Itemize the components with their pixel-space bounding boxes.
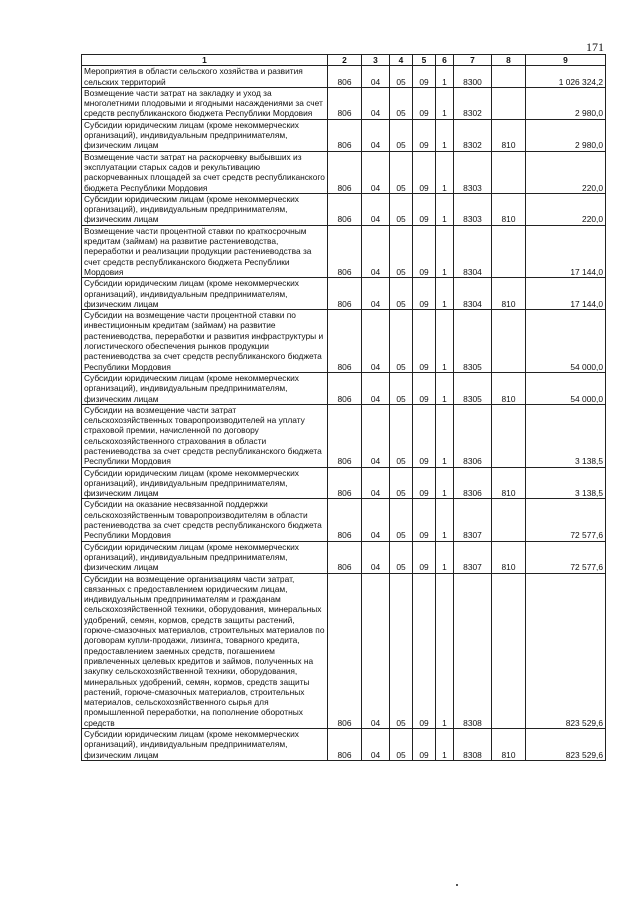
row-code-2: 806: [328, 310, 362, 373]
row-code-3: 04: [362, 151, 390, 193]
table-row: [82, 404, 606, 467]
row-code-6: 1: [436, 729, 454, 761]
row-amount: 823 529,6: [526, 729, 606, 761]
row-code-5: 09: [413, 729, 436, 761]
table-header: [82, 55, 606, 66]
table-row: [82, 729, 606, 761]
row-code-2: 806: [328, 87, 362, 119]
row-code-2: 806: [328, 225, 362, 277]
row-code-4: 05: [390, 404, 413, 467]
row-code-3: 04: [362, 729, 390, 761]
row-amount: 54 000,0: [526, 310, 606, 373]
row-code-7: 8306: [454, 404, 492, 467]
row-code-4: 05: [390, 729, 413, 761]
row-code-4: 05: [390, 151, 413, 193]
row-code-5: 09: [413, 193, 436, 225]
row-amount: 220,0: [526, 193, 606, 225]
table-row: [82, 573, 606, 728]
row-code-2: 806: [328, 499, 362, 541]
row-description: Возмещение части затрат на закладку и уход за многолетними плодовыми и ягодными насаждениями за счет средств республиканского бюджета Республики Мордовия: [82, 87, 328, 119]
row-code-8: 810: [492, 372, 526, 404]
row-code-3: 04: [362, 467, 390, 499]
page-number: 171: [586, 40, 604, 54]
row-description: Субсидии юридическим лицам (кроме некоммерческих организаций), индивидуальным предпринимателям, физическим лицам: [82, 729, 328, 761]
row-code-8: 810: [492, 729, 526, 761]
row-code-6: 1: [436, 573, 454, 728]
row-code-3: 04: [362, 278, 390, 310]
row-code-7: 8307: [454, 541, 492, 573]
row-description: Субсидии на возмещение части процентной ставки по инвестиционным кредитам (займам) на развитие растениеводства, переработки и развития инфраструктуры и логистического обеспечения рынков продукции растениеводства за счет средств республиканского бюджета Республики Мордовия: [82, 310, 328, 373]
row-code-7: 8305: [454, 372, 492, 404]
row-code-5: 09: [413, 541, 436, 573]
row-code-6: 1: [436, 541, 454, 573]
row-description: Субсидии на оказание несвязанной поддержки сельскохозяйственным товаропроизводителям в области растениеводства за счет средств республиканского бюджета Республики Мордовия: [82, 499, 328, 541]
column-header-7: 7: [454, 55, 492, 66]
row-code-6: 1: [436, 193, 454, 225]
row-code-4: 05: [390, 573, 413, 728]
table-body: [82, 66, 606, 761]
row-code-5: 09: [413, 278, 436, 310]
row-description: Возмещение части затрат на раскорчевку выбывших из эксплуатации старых садов и рекультивацию раскорчеванных площадей за счет средств республиканского бюджета Республики Мордовия: [82, 151, 328, 193]
row-description: Субсидии юридическим лицам (кроме некоммерческих организаций), индивидуальным предпринимателям, физическим лицам: [82, 467, 328, 499]
row-code-6: 1: [436, 87, 454, 119]
row-code-8: [492, 404, 526, 467]
row-code-5: 09: [413, 66, 436, 88]
row-code-5: 09: [413, 467, 436, 499]
table-row: [82, 541, 606, 573]
row-code-3: 04: [362, 310, 390, 373]
row-code-4: 05: [390, 66, 413, 88]
row-code-6: 1: [436, 310, 454, 373]
row-code-5: 09: [413, 404, 436, 467]
row-code-7: 8304: [454, 278, 492, 310]
column-header-8: 8: [492, 55, 526, 66]
table-row: [82, 119, 606, 151]
row-code-3: 04: [362, 404, 390, 467]
row-code-8: 810: [492, 119, 526, 151]
row-code-8: [492, 499, 526, 541]
row-amount: 54 000,0: [526, 372, 606, 404]
row-description: Возмещение части процентной ставки по краткосрочным кредитам (займам) на развитие растениеводства, переработки и реализации продукции растениеводства за счет средств республиканского бюджета Республики Мордовия: [82, 225, 328, 277]
table-row: [82, 499, 606, 541]
row-code-3: 04: [362, 499, 390, 541]
row-code-8: 810: [492, 278, 526, 310]
table-row: [82, 372, 606, 404]
row-description: Субсидии юридическим лицам (кроме некоммерческих организаций), индивидуальным предпринимателям, физическим лицам: [82, 278, 328, 310]
row-code-4: 05: [390, 310, 413, 373]
row-code-2: 806: [328, 193, 362, 225]
column-header-5: 5: [413, 55, 436, 66]
column-header-9: 9: [526, 55, 606, 66]
row-code-7: 8302: [454, 87, 492, 119]
row-description: Мероприятия в области сельского хозяйства и развития сельских территорий: [82, 66, 328, 88]
table-row: [82, 66, 606, 88]
row-code-7: 8305: [454, 310, 492, 373]
row-code-3: 04: [362, 372, 390, 404]
row-code-5: 09: [413, 499, 436, 541]
row-amount: 17 144,0: [526, 278, 606, 310]
row-code-3: 04: [362, 193, 390, 225]
row-amount: 17 144,0: [526, 225, 606, 277]
row-description: Субсидии юридическим лицам (кроме некоммерческих организаций), индивидуальным предпринимателям, физическим лицам: [82, 372, 328, 404]
row-code-8: [492, 573, 526, 728]
row-code-2: 806: [328, 729, 362, 761]
row-code-7: 8302: [454, 119, 492, 151]
row-description: Субсидии юридическим лицам (кроме некоммерческих организаций), индивидуальным предпринимателям, физическим лицам: [82, 541, 328, 573]
row-code-6: 1: [436, 225, 454, 277]
row-amount: 823 529,6: [526, 573, 606, 728]
row-code-6: 1: [436, 278, 454, 310]
row-amount: 72 577,6: [526, 541, 606, 573]
row-code-6: 1: [436, 372, 454, 404]
row-code-5: 09: [413, 225, 436, 277]
budget-table: [81, 54, 606, 761]
row-code-3: 04: [362, 541, 390, 573]
row-code-3: 04: [362, 119, 390, 151]
column-header-3: 3: [362, 55, 390, 66]
row-code-8: [492, 151, 526, 193]
row-code-8: [492, 310, 526, 373]
row-code-2: 806: [328, 467, 362, 499]
row-code-4: 05: [390, 225, 413, 277]
row-amount: 220,0: [526, 151, 606, 193]
row-code-8: 810: [492, 541, 526, 573]
row-code-6: 1: [436, 499, 454, 541]
row-code-5: 09: [413, 573, 436, 728]
row-code-3: 04: [362, 225, 390, 277]
row-amount: 2 980,0: [526, 87, 606, 119]
row-code-2: 806: [328, 573, 362, 728]
row-amount: 72 577,6: [526, 499, 606, 541]
row-code-8: 810: [492, 467, 526, 499]
row-code-8: [492, 66, 526, 88]
row-code-7: 8303: [454, 151, 492, 193]
row-code-5: 09: [413, 372, 436, 404]
row-code-7: 8307: [454, 499, 492, 541]
row-amount: 3 138,5: [526, 404, 606, 467]
table-row: [82, 225, 606, 277]
row-code-7: 8306: [454, 467, 492, 499]
row-code-3: 04: [362, 87, 390, 119]
column-header-2: 2: [328, 55, 362, 66]
row-code-2: 806: [328, 404, 362, 467]
row-code-2: 806: [328, 119, 362, 151]
row-code-5: 09: [413, 310, 436, 373]
row-code-4: 05: [390, 119, 413, 151]
scan-speck: [456, 884, 458, 886]
row-code-6: 1: [436, 151, 454, 193]
row-code-6: 1: [436, 467, 454, 499]
row-code-5: 09: [413, 87, 436, 119]
table-row: [82, 151, 606, 193]
row-code-3: 04: [362, 573, 390, 728]
row-code-6: 1: [436, 404, 454, 467]
row-code-4: 05: [390, 467, 413, 499]
row-code-7: 8300: [454, 66, 492, 88]
row-code-4: 05: [390, 87, 413, 119]
row-code-4: 05: [390, 278, 413, 310]
column-header-1: 1: [82, 55, 328, 66]
row-description: Субсидии юридическим лицам (кроме некоммерческих организаций), индивидуальным предпринимателям, физическим лицам: [82, 193, 328, 225]
row-code-4: 05: [390, 372, 413, 404]
table-row: [82, 278, 606, 310]
row-code-2: 806: [328, 66, 362, 88]
row-code-2: 806: [328, 151, 362, 193]
row-code-4: 05: [390, 499, 413, 541]
table-row: [82, 310, 606, 373]
row-code-5: 09: [413, 119, 436, 151]
row-code-4: 05: [390, 541, 413, 573]
table-row: [82, 467, 606, 499]
row-code-3: 04: [362, 66, 390, 88]
row-code-7: 8304: [454, 225, 492, 277]
row-code-8: [492, 87, 526, 119]
row-amount: 3 138,5: [526, 467, 606, 499]
row-amount: 2 980,0: [526, 119, 606, 151]
row-amount: 1 026 324,2: [526, 66, 606, 88]
row-description: Субсидии на возмещение части затрат сельскохозяйственных товаропроизводителей на уплату страховой премии, начисленной по договору сельскохозяйственного страхования в области растениеводства за счет средств республиканского бюджета Республики Мордовия: [82, 404, 328, 467]
table-row: [82, 87, 606, 119]
row-code-5: 09: [413, 151, 436, 193]
row-description: Субсидии юридическим лицам (кроме некоммерческих организаций), индивидуальным предпринимателям, физическим лицам: [82, 119, 328, 151]
row-code-7: 8308: [454, 573, 492, 728]
row-code-6: 1: [436, 66, 454, 88]
column-header-6: 6: [436, 55, 454, 66]
row-code-2: 806: [328, 372, 362, 404]
row-description: Субсидии на возмещение организациям части затрат, связанных с предоставлением юридическим лицам, индивидуальным предпринимателям и гражданам сельскохозяйственной техники, оборудования, минеральных удобрений, семян, кормов, средств защиты растений, горюче-смазочных материалов, строительных материалов по договорам купли-продажи, лизинга, товарного кредита, предоставлением заемных средств, погашением привлеченных целевых кредитов и займов, полученных на закупку сельскохозяйственной техники, оборудования, минеральных удобрений, семян, кормов, средств защиты растений, горюче-смазочных материалов, строительных материалов, сельскохозяйственного сырья для промышленной переработки, на пополнение оборотных средств: [82, 573, 328, 728]
row-code-8: 810: [492, 193, 526, 225]
row-code-2: 806: [328, 278, 362, 310]
table-row: [82, 193, 606, 225]
row-code-2: 806: [328, 541, 362, 573]
column-header-4: 4: [390, 55, 413, 66]
row-code-6: 1: [436, 119, 454, 151]
row-code-4: 05: [390, 193, 413, 225]
row-code-8: [492, 225, 526, 277]
row-code-7: 8308: [454, 729, 492, 761]
row-code-7: 8303: [454, 193, 492, 225]
